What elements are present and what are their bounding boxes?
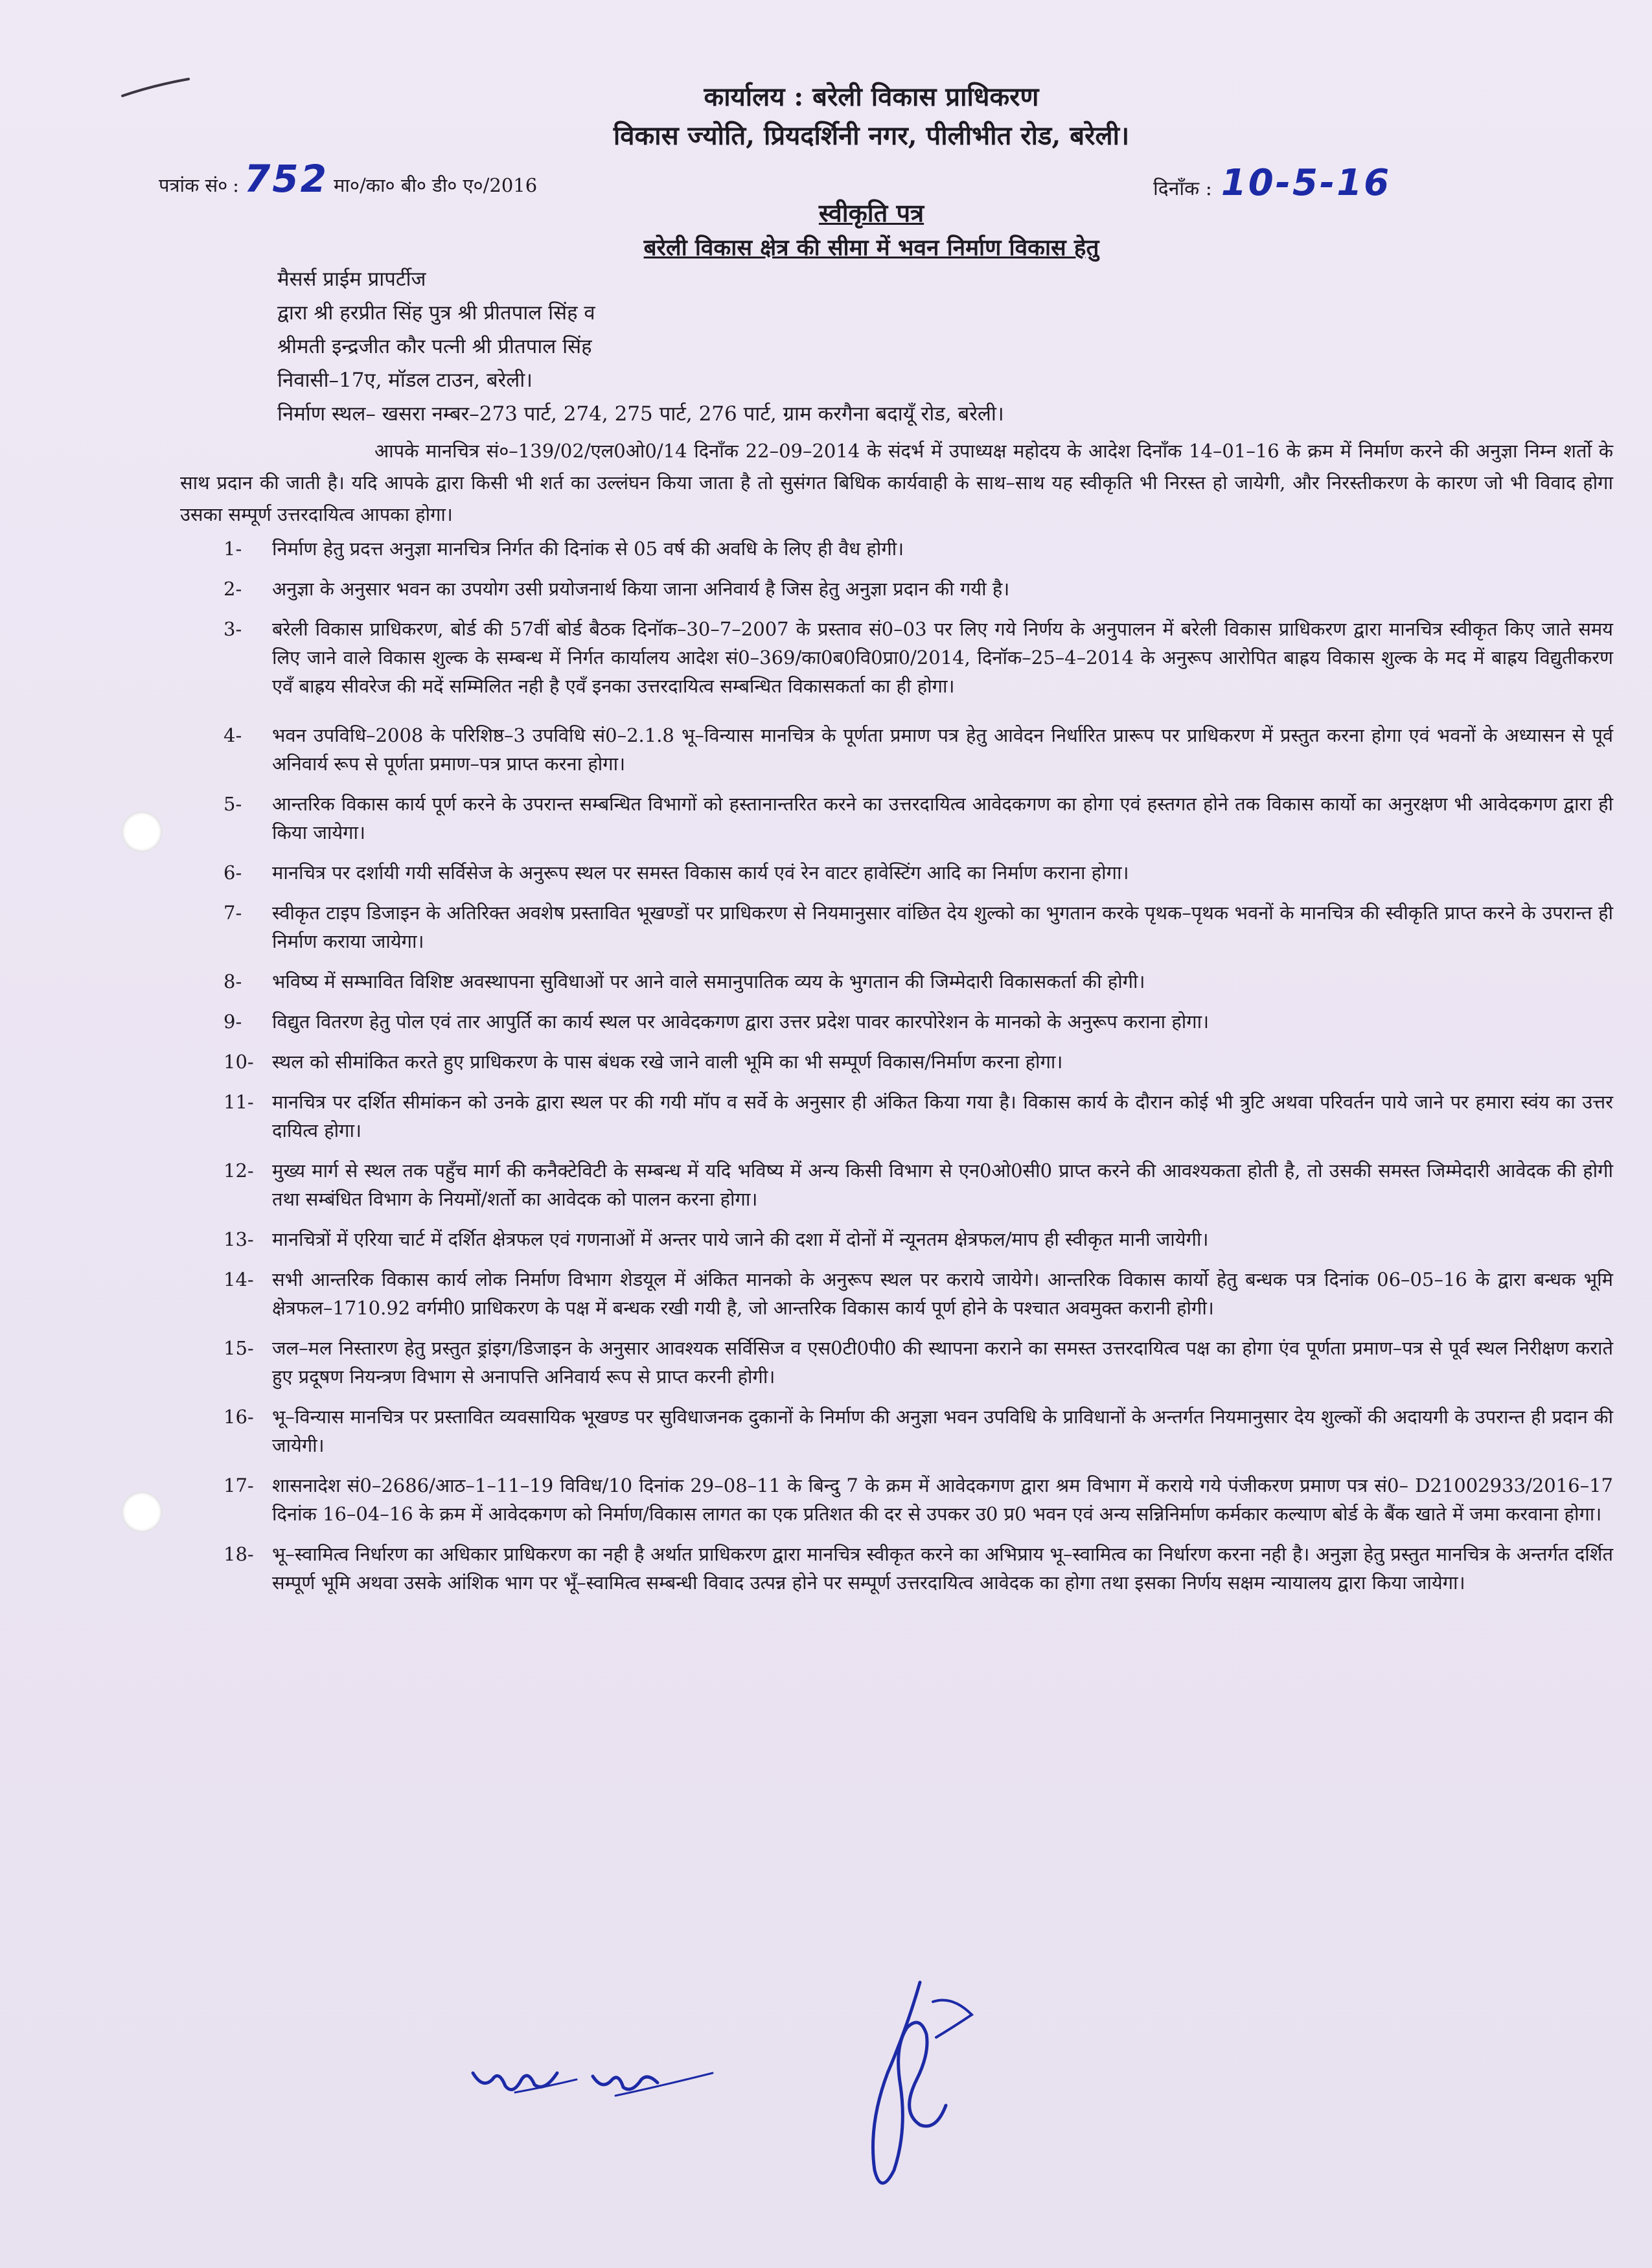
construction-site-line: निर्माण स्थल– खसरा नम्बर–273 पार्ट, 274, 275 पार्ट, 276 पार्ट, ग्राम करगैना बदायूँ रोड, बरेली।	[277, 402, 1004, 426]
reference-number-handwritten: 752	[244, 157, 329, 201]
condition-item	[224, 534, 1613, 563]
condition-text: भू–विन्यास मानचित्र पर प्रस्तावित व्यवसायिक भूखण्ड पर सुविधाजनक दुकानों के निर्माण की अनुज्ञा भवन उपविधि के प्राविधानों के अन्तर्गत नियमानुसार देय शुल्कों की अदायगी के उपरान्त ही प्रदान की जायेगी।	[272, 1406, 1613, 1456]
condition-number: 18-	[224, 1543, 254, 1565]
condition-item	[224, 721, 1613, 778]
condition-text: भू–स्वामित्व निर्धारण का अधिकार प्राधिकरण का नही है अर्थात प्राधिकरण द्वारा मानचित्र स्वीकृत करने का अभिप्राय भू–स्वामित्व का निर्धारण करना नही है। अनुज्ञा हेतु प्रस्तुत मानचित्र के अन्तर्गत दर्शित सम्पूर्ण भूमि अथवा उसके आंशिक भाग पर भूँ–स्वामित्व सम्बन्धी विवाद उत्पन्न होने पर सम्पूर्ण उत्तरदायित्व आवेदक का होगा तथा इसका निर्णय सक्षम न्यायालय द्वारा किया जायेगा।	[272, 1543, 1613, 1594]
condition-item	[224, 899, 1613, 956]
condition-number: 16-	[224, 1406, 254, 1428]
addressee-line: निवासी–17ए, मॉडल टाउन, बरेली।	[277, 369, 533, 392]
condition-number: 10-	[224, 1051, 254, 1073]
addressee-line: मैसर्स प्राईम प्रापर्टीज	[277, 268, 426, 291]
date-label: दिनाँक :	[1153, 178, 1212, 200]
condition-text: मानचित्र पर दर्शित सीमांकन को उनके द्वारा स्थल पर की गयी मॉप व सर्वे के अनुसार ही अंकित किया गया है। विकास कार्य के दौरान कोई भी त्रुटि अथवा परिवर्तन पाये जाने पर हमारा स्वंय का उत्तर दायित्व होगा।	[272, 1091, 1613, 1141]
handwritten-signatures	[453, 1976, 1037, 2222]
condition-item	[224, 1403, 1613, 1460]
office-address: विकास ज्योति, प्रियदर्शिनी नगर, पीलीभीत रोड, बरेली।	[613, 120, 1130, 151]
condition-text: भवन उपविधि–2008 के परिशिष्ठ–3 उपविधि सं0–2.1.8 भू–विन्यास मानचित्र के पूर्णता प्रमाण पत्र हेतु आवेदन निर्धारित प्रारूप पर प्राधिकरण में प्रस्तुत करना होगा एवं भवनों के अध्यासन से पूर्व अनिवार्य रूप से पूर्णता प्रमाण–पत्र प्राप्त करना होगा।	[272, 724, 1613, 775]
intro-paragraph: आपके मानचित्र सं०–139/02/एल0ओ0/14 दिनाँक 22–09–2014 के संदर्भ में उपाध्यक्ष महोदय के आदेश दिनाँक 14–01–16 के क्रम में निर्माण करने की अनुज्ञा निम्न शर्तो के साथ प्रदान की जाती है। यदि आपके द्वारा किसी भी शर्त का उल्लंघन किया जाता है तो सुसंगत बिधिक कार्यवाही के साथ–साथ यह स्वीकृति भी निरस्त हो जायेगी, और निरस्तीकरण के कारण जो भी विवाद होगा उसका सम्पूर्ण उत्तरदायित्व आपका होगा।	[180, 440, 1613, 525]
condition-number: 8-	[224, 970, 242, 992]
condition-number: 12-	[224, 1160, 254, 1182]
condition-number: 9-	[224, 1011, 242, 1033]
condition-item	[224, 575, 1613, 603]
addressee-line: द्वारा श्री हरप्रीत सिंह पुत्र श्री प्रीतपाल सिंह व	[277, 301, 595, 325]
condition-text: जल–मल निस्तारण हेतु प्रस्तुत ड्रांइग/डिजाइन के अनुसार आवश्यक सर्विसिज व एस0टी0पी0 की स्थापना कराने का समस्त उत्तरदायित्व पक्ष का होगा एंव पूर्णता प्रमाण–पत्र से पूर्व स्थल निरीक्षण कराते हुए प्रदूषण नियन्त्रण विभाग से अनापत्ति अनिवार्य रूप से प्राप्त करनी होगी।	[272, 1337, 1613, 1388]
condition-text: स्थल को सीमांकित करते हुए प्राधिकरण के पास बंधक रखे जाने वाली भूमि का भी सम्पूर्ण विकास/निर्माण करना होगा।	[272, 1051, 1063, 1073]
document-subtitle: बरेली विकास क्षेत्र की सीमा में भवन निर्माण विकास हेतु	[643, 235, 1099, 261]
condition-text: सभी आन्तरिक विकास कार्य लोक निर्माण विभाग शेडयूल में अंकित मानको के अनुरूप स्थल पर कराये जायेगे। आन्तरिक विकास कार्यो हेतु बन्धक पत्र दिनांक 06–05–16 के द्वारा बन्धक भूमि क्षेत्रफल–1710.92 वर्गमी0 प्राधिकरण के पक्ष में बन्धक रखी गयी है, जो आन्तरिक विकास कार्य पूर्ण होने के पश्चात अवमुक्त करानी होगी।	[272, 1268, 1613, 1319]
condition-item	[224, 1007, 1613, 1036]
condition-item	[224, 615, 1613, 700]
reference-line: पत्रांक सं० : 752 मा०/का० बी० डी० ए०/2016	[159, 157, 538, 201]
condition-text: मानचित्रों में एरिया चार्ट में दर्शित क्षेत्रफल एवं गणनाओं में अन्तर पाये जाने की दशा में दोनों में न्यूनतम क्षेत्रफल/माप ही स्वीकृत मानी जायेगी।	[272, 1228, 1209, 1250]
reference-prefix: पत्रांक सं०	[159, 174, 228, 196]
condition-item	[224, 1334, 1613, 1391]
document-title: स्वीकृति पत्र	[818, 198, 924, 227]
addressee-block	[277, 262, 1004, 431]
condition-number: 15-	[224, 1337, 254, 1359]
condition-text: मानचित्र पर दर्शायी गयी सर्विसेज के अनुरूप स्थल पर समस्त विकास कार्य एवं रेन वाटर हावेस्टिंग आदि का निर्माण कराना होगा।	[272, 862, 1129, 884]
condition-number: 4-	[224, 724, 242, 746]
punch-hole	[122, 812, 162, 852]
condition-number: 6-	[224, 862, 242, 884]
condition-text: स्वीकृत टाइप डिजाइन के अतिरिक्त अवशेष प्रस्तावित भूखण्डों पर प्राधिकरण से नियमानुसार वांछित देय शुल्को का भुगतान करके पृथक–पृथक भवनों के मानचित्र की स्वीकृति प्राप्त करने के उपरान्त ही निर्माण कराया जायेगा।	[272, 902, 1613, 952]
condition-number: 7-	[224, 902, 242, 924]
condition-number: 13-	[224, 1228, 254, 1250]
condition-text: अनुज्ञा के अनुसार भवन का उपयोग उसी प्रयोजनार्थ किया जाना अनिवार्य है जिस हेतु अनुज्ञा प्रदान की गयी है।	[272, 578, 1010, 600]
condition-text: आन्तरिक विकास कार्य पूर्ण करने के उपरान्त सम्बन्धित विभागों को हस्तानान्तरित करने का उत्तरदायित्व आवेदकगण का होगा एवं हस्तगत होने तक विकास कार्यो का अनुरक्षण भी आवेदकगण द्वारा ही किया जायेगा।	[272, 793, 1613, 843]
addressee-line: श्रीमती इन्द्रजीत कौर पत्नी श्री प्रीतपाल सिंह	[277, 335, 592, 358]
condition-number: 1-	[224, 538, 242, 560]
condition-text: विद्युत वितरण हेतु पोल एवं तार आपुर्ति का कार्य स्थल पर आवेदकगण द्वारा उत्तर प्रदेश पावर कारपोरेशन के मानको के अनुरूप कराना होगा।	[272, 1011, 1210, 1033]
condition-text: निर्माण हेतु प्रदत्त अनुज्ञा मानचित्र निर्गत की दिनांक से 05 वर्ष की अवधि के लिए ही वैध होगी।	[272, 538, 904, 560]
condition-item	[224, 967, 1613, 996]
condition-item	[224, 1225, 1613, 1254]
condition-item	[224, 1048, 1613, 1076]
condition-text: शासनादेश सं0–2686/आठ–1–11–19 विविध/10 दिनांक 29–08–11 के बिन्दु 7 के क्रम में आवेदकगण द्वारा श्रम विभाग में कराये गये पंजीकरण प्रमाण पत्र सं0– D21002933/2016–17 दिनांक 16–04–16 के क्रम में आवेदकगण को निर्माण/विकास लागत का एक प्रतिशत की दर से उपकर उ0 प्र0 भवन एवं अन्य सन्निनिर्माण कर्मकार कल्याण बोर्ड के बैंक खाते में जमा करवाना होगा।	[272, 1474, 1613, 1525]
date-handwritten: 10-5-16	[1221, 162, 1392, 204]
condition-item	[224, 858, 1613, 887]
condition-item	[224, 1265, 1613, 1322]
condition-number: 2-	[224, 578, 242, 600]
condition-item	[224, 1088, 1613, 1145]
condition-number: 17-	[224, 1474, 254, 1496]
condition-item	[224, 1540, 1613, 1597]
condition-text: मुख्य मार्ग से स्थल तक पहुँच मार्ग की कनैक्टेविटी के सम्बन्ध में यदि भविष्य में अन्य किसी विभाग से एन0ओ0सी0 प्राप्त करने की आवश्यकता होती है, तो उसकी समस्त जिम्मेदारी आवेदक की होगी तथा सम्बंधित विभाग के नियमों/शर्तो का आवेदक को पालन करना होगा।	[272, 1160, 1613, 1210]
condition-text: बरेली विकास प्राधिकरण, बोर्ड की 57वीं बोर्ड बैठक दिनॉक–30–7–2007 के प्रस्ताव सं0–03 पर लिए गये निर्णय के अनुपालन में बरेली विकास प्राधिकरण द्वारा मानचित्र स्वीकृत किए जाते समय लिए जाने वाले विकास शुल्क के सम्बन्ध में निर्गत कार्यालय आदेश सं0–369/का0ब0वि0प्रा0/2014, दिनॉक–25–4–2014 के अनुरूप आरोपित बाह्रय विकास शुल्क के मद में बाह्रय विद्युतीकरण एवँ बाह्रय सीवरेज की मदें सम्मिलित नही है एवँ इनका उत्तरदायित्व सम्बन्धित विकासकर्ता का ही होगा।	[272, 618, 1613, 697]
condition-item	[224, 1156, 1613, 1213]
conditions-list	[224, 534, 1613, 1609]
condition-number: 3-	[224, 618, 242, 640]
condition-item	[224, 1471, 1613, 1528]
punch-hole	[122, 1492, 162, 1532]
condition-number: 5-	[224, 793, 242, 815]
condition-text: भविष्य में सम्भावित विशिष्ट अवस्थापना सुविधाओं पर आने वाले समानुपातिक व्यय के भुगतान की जिम्मेदारी विकासकर्ता की होगी।	[272, 970, 1145, 992]
reference-suffix: मा०/का० बी० डी० ए०/2016	[334, 174, 538, 196]
condition-number: 14-	[224, 1268, 254, 1290]
condition-number: 11-	[224, 1091, 254, 1113]
office-name: कार्यालय : बरेली विकास प्राधिकरण	[704, 82, 1039, 112]
condition-item	[224, 790, 1613, 847]
